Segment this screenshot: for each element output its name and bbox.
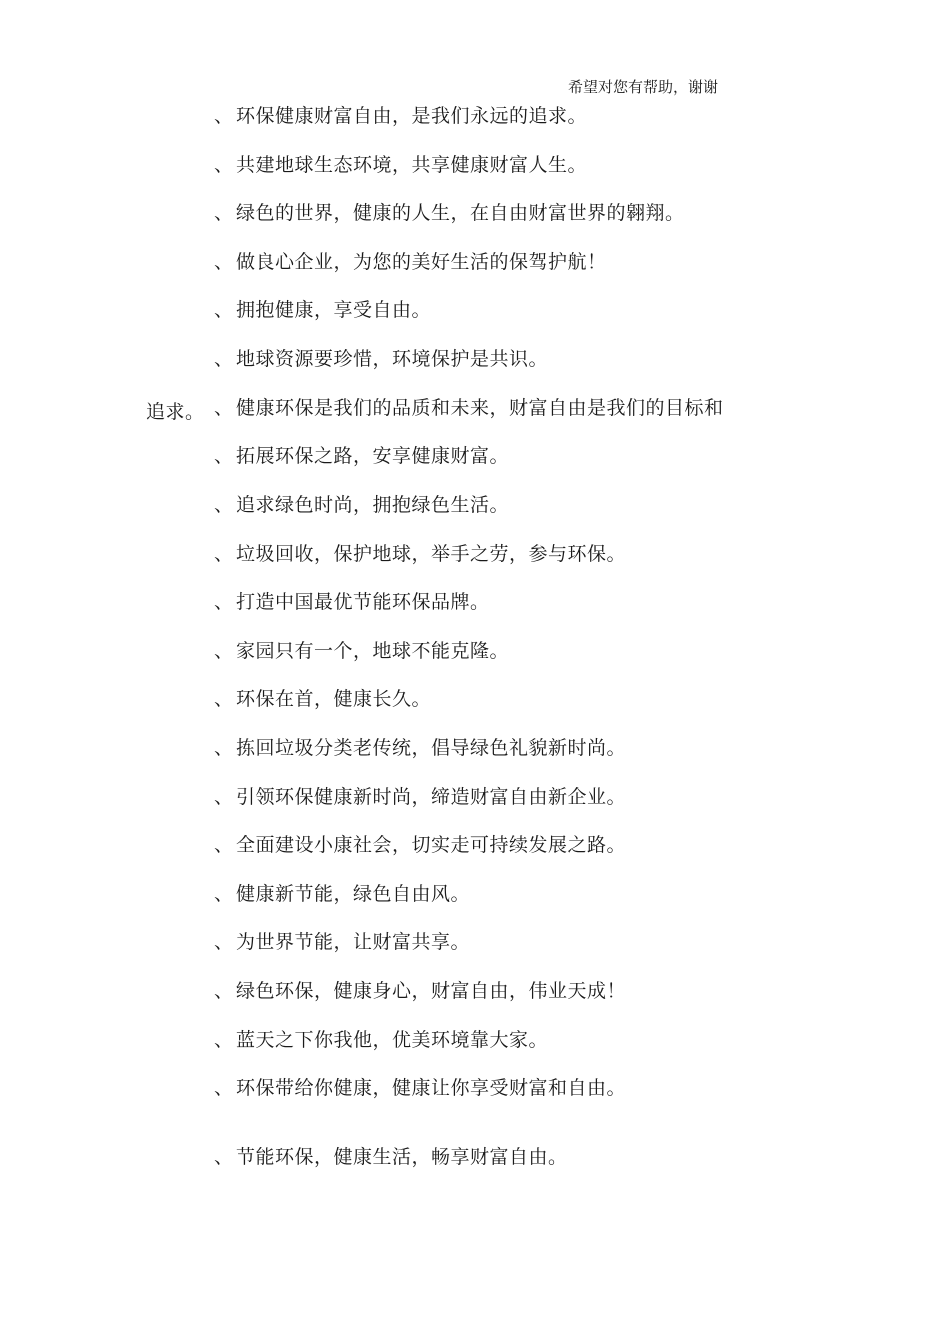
list-item-text: 环保带给你健康，健康让你享受财富和自由。: [236, 1077, 627, 1099]
list-item-text: 拓展环保之路，安享健康财富。: [236, 445, 510, 467]
list-item: [214, 298, 431, 322]
list-item: [214, 930, 470, 954]
list-marker: 、: [214, 348, 234, 370]
list-item: [214, 833, 626, 857]
list-marker: 、: [214, 251, 234, 273]
list-item: [214, 639, 509, 663]
list-item: [214, 153, 587, 177]
list-item: [214, 396, 724, 420]
list-item: [214, 542, 626, 566]
list-item-text: 拥抱健康，享受自由。: [236, 299, 432, 321]
list-item-text: 垃圾回收，保护地球，举手之劳，参与环保。: [236, 543, 627, 565]
list-item: [214, 1145, 568, 1169]
list-marker: 、: [214, 1029, 234, 1051]
header-note: 希望对您有帮助，谢谢: [568, 78, 719, 96]
list-item-text: 环保在首，健康长久。: [236, 688, 432, 710]
list-item-text: 做良心企业，为您的美好生活的保驾护航！: [236, 251, 607, 273]
list-marker: 、: [214, 1077, 234, 1099]
list-item: [214, 687, 431, 711]
list-item-text: 节能环保，健康生活，畅享财富自由。: [236, 1146, 568, 1168]
list-marker: 、: [214, 786, 234, 808]
list-marker: 、: [214, 883, 234, 905]
list-marker: 、: [214, 688, 234, 710]
list-marker: 、: [214, 494, 234, 516]
list-item-text: 追求绿色时尚，拥抱绿色生活。: [236, 494, 510, 516]
list-marker: 、: [214, 445, 234, 467]
list-item-text: 地球资源要珍惜，环境保护是共识。: [236, 348, 549, 370]
list-item-text: 拣回垃圾分类老传统，倡导绿色礼貌新时尚。: [236, 737, 627, 759]
list-item-text: 家园只有一个，地球不能克隆。: [236, 640, 510, 662]
list-item: [214, 250, 607, 274]
list-marker: 、: [214, 154, 234, 176]
list-item-text: 健康新节能，绿色自由风。: [236, 883, 471, 905]
list-item: [214, 1076, 626, 1100]
list-marker: 、: [214, 105, 234, 127]
list-item: [214, 493, 509, 517]
list-item: [214, 444, 509, 468]
list-item-text: 打造中国最优节能环保品牌。: [236, 591, 490, 613]
list-marker: 、: [214, 931, 234, 953]
list-item: [214, 590, 490, 614]
list-item: [214, 785, 626, 809]
list-item-text: 全面建设小康社会，切实走可持续发展之路。: [236, 834, 627, 856]
list-item: [214, 104, 587, 128]
list-marker: 、: [214, 543, 234, 565]
list-marker: 、: [214, 299, 234, 321]
list-item: [214, 347, 548, 371]
list-marker: 、: [214, 397, 234, 419]
list-item: [214, 882, 470, 906]
list-item-text: 引领环保健康新时尚，缔造财富自由新企业。: [236, 786, 627, 808]
list-item-text: 绿色的世界，健康的人生，在自由财富世界的翱翔。: [236, 202, 685, 224]
list-marker: 、: [214, 202, 234, 224]
list-item: [214, 201, 685, 225]
list-marker: 、: [214, 737, 234, 759]
wrapped-line-tail: 追求。: [146, 401, 205, 423]
list-marker: 、: [214, 640, 234, 662]
list-marker: 、: [214, 591, 234, 613]
list-item-text: 蓝天之下你我他，优美环境靠大家。: [236, 1029, 549, 1051]
list-item: [214, 736, 626, 760]
list-marker: 、: [214, 834, 234, 856]
list-item-text: 环保健康财富自由，是我们永远的追求。: [236, 105, 588, 127]
list-marker: 、: [214, 980, 234, 1002]
list-item: [214, 1028, 548, 1052]
list-item-text: 绿色环保，健康身心，财富自由，伟业天成！: [236, 980, 627, 1002]
list-item: [214, 979, 626, 1003]
list-marker: 、: [214, 1146, 234, 1168]
list-item-text: 健康环保是我们的品质和未来，财富自由是我们的目标和: [236, 397, 724, 419]
list-item-text: 共建地球生态环境，共享健康财富人生。: [236, 154, 588, 176]
list-item-text: 为世界节能，让财富共享。: [236, 931, 471, 953]
